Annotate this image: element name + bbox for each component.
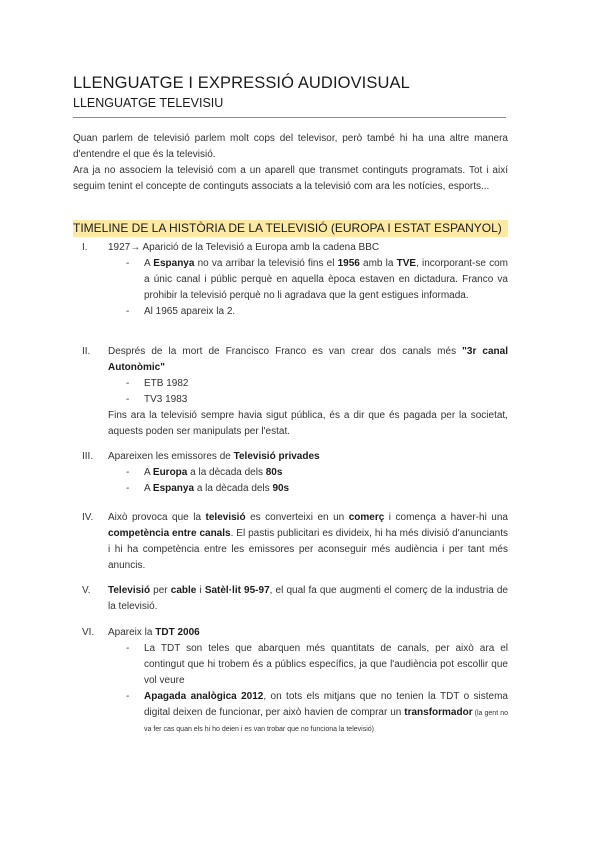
intro-paragraph-1: Quan parlem de televisió parlem molt cops del televisor, però també hi ha una altre manera d'entendre el que és la televisió. [73,133,508,160]
list-item [126,256,508,304]
list-item [126,641,508,689]
text-run: , incorporant-se com a únic canal i públic perquè en aquella època estaven en dictadura. Franco va prohibir la televisió perquè no li agradava que la gent estigues informada. [144,258,508,301]
section-body [108,625,508,737]
text-run: a la dècada dels [187,467,266,478]
text-run-bold: TVE [396,258,417,269]
section-body [108,344,508,440]
text-run: no va arribar la televisió fins el [194,258,338,269]
text-run-bold: comerç [348,512,385,523]
text-run: , on tots els mitjans que no tenien la TDT o sistema digital deixen de funcionar, per això havien de comprar un [144,691,508,718]
text-run-bold: 90s [272,483,290,494]
text-run: La TDT son teles que abarquen més quantitats de canals, per això ara el contingut que hi trobem és a públics específics, ja que l'audiència pot escollir que vol veure [144,643,508,686]
text-run: Després de la mort de Francisco Franco es van crear dos canals més [108,346,463,357]
dash-bullet: - [126,394,130,405]
list-item [126,481,508,497]
dash-bullet: - [126,306,130,317]
section-text [108,344,508,376]
text-run: Això provoca que la [108,512,206,523]
section-text: Fins ara la televisió sempre havia sigut pública, és a dir que és pagada per la societat, aquests poden ser manipulats per l'estat. [108,410,508,437]
list-item [126,304,508,320]
section-text: 1927→ Aparició de la Televisió a Europa amb la cadena BBC [108,242,380,253]
text-run-bold: TDT 2006 [155,627,200,638]
text-run-bold: transformador [404,707,473,718]
text-run: TV3 1983 [144,394,188,405]
text-run-bold: 1956 [337,258,360,269]
text-run: Al 1965 apareix la 2. [144,306,236,317]
dash-bullet: - [126,467,130,478]
text-run: . El pastis publicitari es divideix, hi ha més divisió d'anunciants i hi ha competència entre les emissores per aconseguir més audiència i per tant més anuncis. [108,528,508,571]
section-text [108,510,508,574]
text-run: a la dècada dels [194,483,273,494]
text-run: i [196,585,205,596]
text-run-bold: Televisió privades [233,451,320,462]
text-run-bold: competència entre canals [108,528,231,539]
section-number: IV. [82,512,94,523]
section-body [108,240,508,320]
document-subtitle: LLENGUATGE TELEVISIU [73,96,224,110]
dash-bullet: - [126,643,130,654]
section-text [108,449,508,465]
text-run-bold: cable [170,585,197,596]
list-item [126,465,508,481]
text-run: A [144,483,153,494]
section-number: VI. [82,627,95,638]
intro-text [73,131,508,195]
section-number: II. [82,346,91,357]
list-item [126,392,508,408]
timeline-heading: TIMELINE DE LA HISTÒRIA DE LA TELEVISIÓ (EUROPA I ESTAT ESPANYOL) [73,220,508,237]
section-text [108,583,508,615]
document-title: LLENGUATGE I EXPRESSIÓ AUDIOVISUAL [73,74,410,92]
section-body [108,510,508,574]
text-run: Apareix la [108,627,156,638]
text-run-bold: Espanya [152,483,195,494]
section-body [108,583,508,615]
text-run-small-note: (la gent no va fer cas quan els hi ho deien i es van trobar que no funciona la televisió) [144,710,508,733]
text-run-bold: Espanya [153,258,195,269]
dash-bullet: - [126,483,130,494]
dash-bullet: - [126,258,130,269]
text-run: es converteixi en un [245,512,349,523]
section-body [108,449,508,497]
text-run-bold: Televisió [108,585,151,596]
text-run-bold: televisió [205,512,246,523]
dash-bullet: - [126,691,130,702]
text-run: A [144,258,154,269]
text-run: per [150,585,171,596]
section-number: III. [82,451,94,462]
list-item [126,689,508,737]
text-run: i comença a haver-hi una [384,512,508,523]
title-divider [73,117,506,118]
section-number: I. [82,242,88,253]
text-run: amb la [359,258,397,269]
text-run: Apareixen les emissores de [108,451,234,462]
text-run-bold: "3r canal Autonòmic" [108,346,509,373]
section-text [108,625,508,641]
text-run-bold: Europa [152,467,188,478]
dash-bullet: - [126,378,130,389]
section-number: V. [82,585,91,596]
text-run: , el qual fa que augmenti el comerç de la industria de la televisió. [108,585,508,612]
intro-paragraph-2: Ara ja no associem la televisió com a un aparell que transmet continguts programats. Tot i així seguim tenint el concepte de continguts associats a la televisió com ara les notícies, esports... [73,165,508,192]
text-run-bold: 80s [265,467,283,478]
text-run: A [144,467,153,478]
text-run-bold: Apagada analògica 2012 [144,691,264,702]
text-run-bold: Satèl·lit 95-97 [204,585,270,596]
text-run: ETB 1982 [144,378,189,389]
list-item [126,376,508,392]
